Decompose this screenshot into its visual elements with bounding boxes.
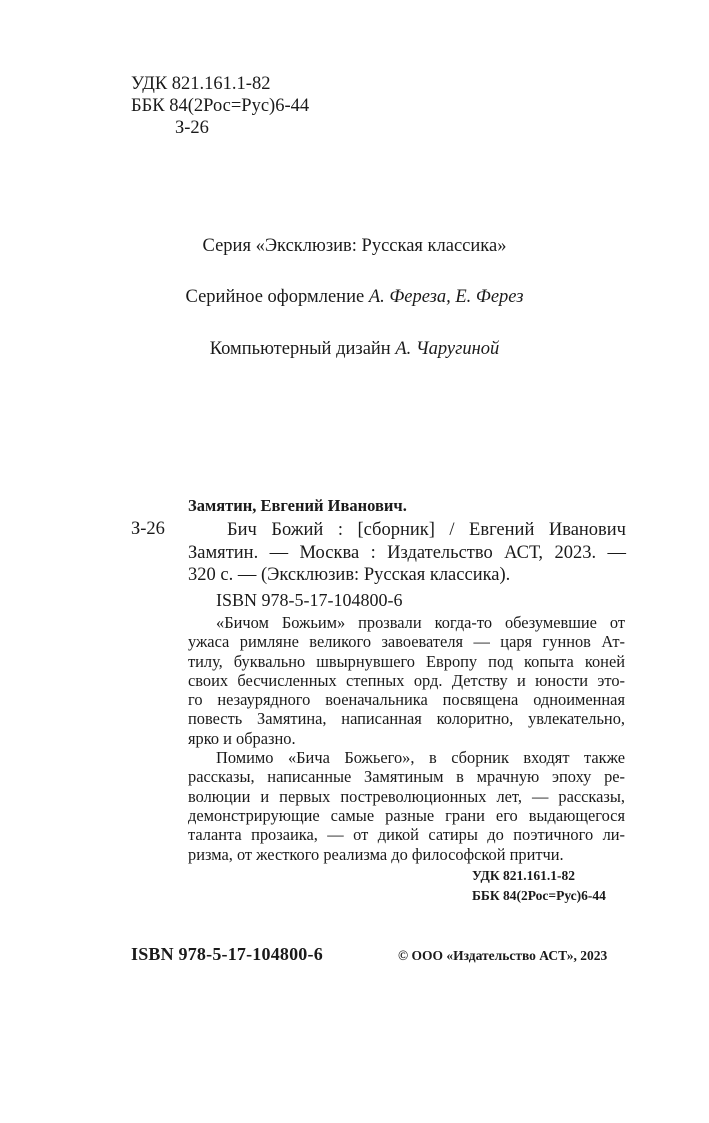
author-heading: Замятин, Евгений Иванович. [188,496,407,515]
annotation-line: своих бесчисленных степных орд. Детству и юности это- [188,670,625,690]
udk-code: УДК 821.161.1-82 [131,74,271,94]
annotation-bbk: ББК 84(2Рос=Рус)6-44 [472,888,606,903]
author-sign: З-26 [175,118,209,138]
annotation-line: демонстрирующие самые разные грани его выдающегося [188,805,625,825]
annotation-line: ярко и образно. [188,728,296,748]
biblio-line: 320 с. — (Эксклюзив: Русская классика). [188,565,511,585]
annotation-line: го незаурядного военачальника посвящена одноименная [188,690,625,710]
annotation-line: тилу, буквально швырнувшего Европу под копыта коней [188,651,625,671]
biblio-line: Замятин. — Москва : Издательство АСТ, 2023. — [188,542,626,563]
computer-design-name: А. Чаругиной [395,339,500,359]
cover-design-names: А. Фереза, Е. Ферез [368,287,524,307]
annotation [188,613,625,864]
classification-codes [131,73,309,139]
series-line: Серия «Эксклюзив: Русская классика» [202,236,507,256]
bbk-code: ББК 84(2Рос=Рус)6-44 [131,96,310,116]
annotation-line: ризма, от жесткого реализма до философской притчи. [188,844,564,864]
cover-design-label: Серийное оформление [185,287,369,307]
annotation-line: ужаса римляне великого завоевателя — царя гуннов Ат- [188,632,625,652]
computer-design-line [0,339,709,360]
bibliographic-description [188,519,626,587]
footer-isbn: ISBN 978-5-17-104800-6 [131,944,323,964]
cover-design-line [0,287,709,308]
annotation-codes [472,866,606,906]
copyright: © ООО «Издательство АСТ», 2023 [398,948,608,963]
annotation-line: Помимо «Бича Божьего», в сборник входят также [216,748,625,768]
biblio-line: Бич Божий : [сборник] / Евгений Иванович [227,520,626,540]
record-isbn: ISBN 978-5-17-104800-6 [216,590,403,610]
annotation-line: таланта прозаика, — от дикой сатиры до поэтичного ли- [188,825,625,845]
computer-design-label: Компьютерный дизайн [209,339,396,359]
annotation-line: повесть Замятина, написанная колоритно, увлекательно, [188,709,625,729]
record-author-sign: З-26 [131,519,165,539]
annotation-line: «Бичом Божьим» прозвали когда-то обезумевшие от [216,613,625,632]
annotation-line: волюции и первых постреволюционных лет, — рассказы, [188,786,625,806]
annotation-udk: УДК 821.161.1-82 [472,868,575,883]
annotation-line: рассказы, написанные Замятиным в мрачную эпоху ре- [188,767,625,787]
